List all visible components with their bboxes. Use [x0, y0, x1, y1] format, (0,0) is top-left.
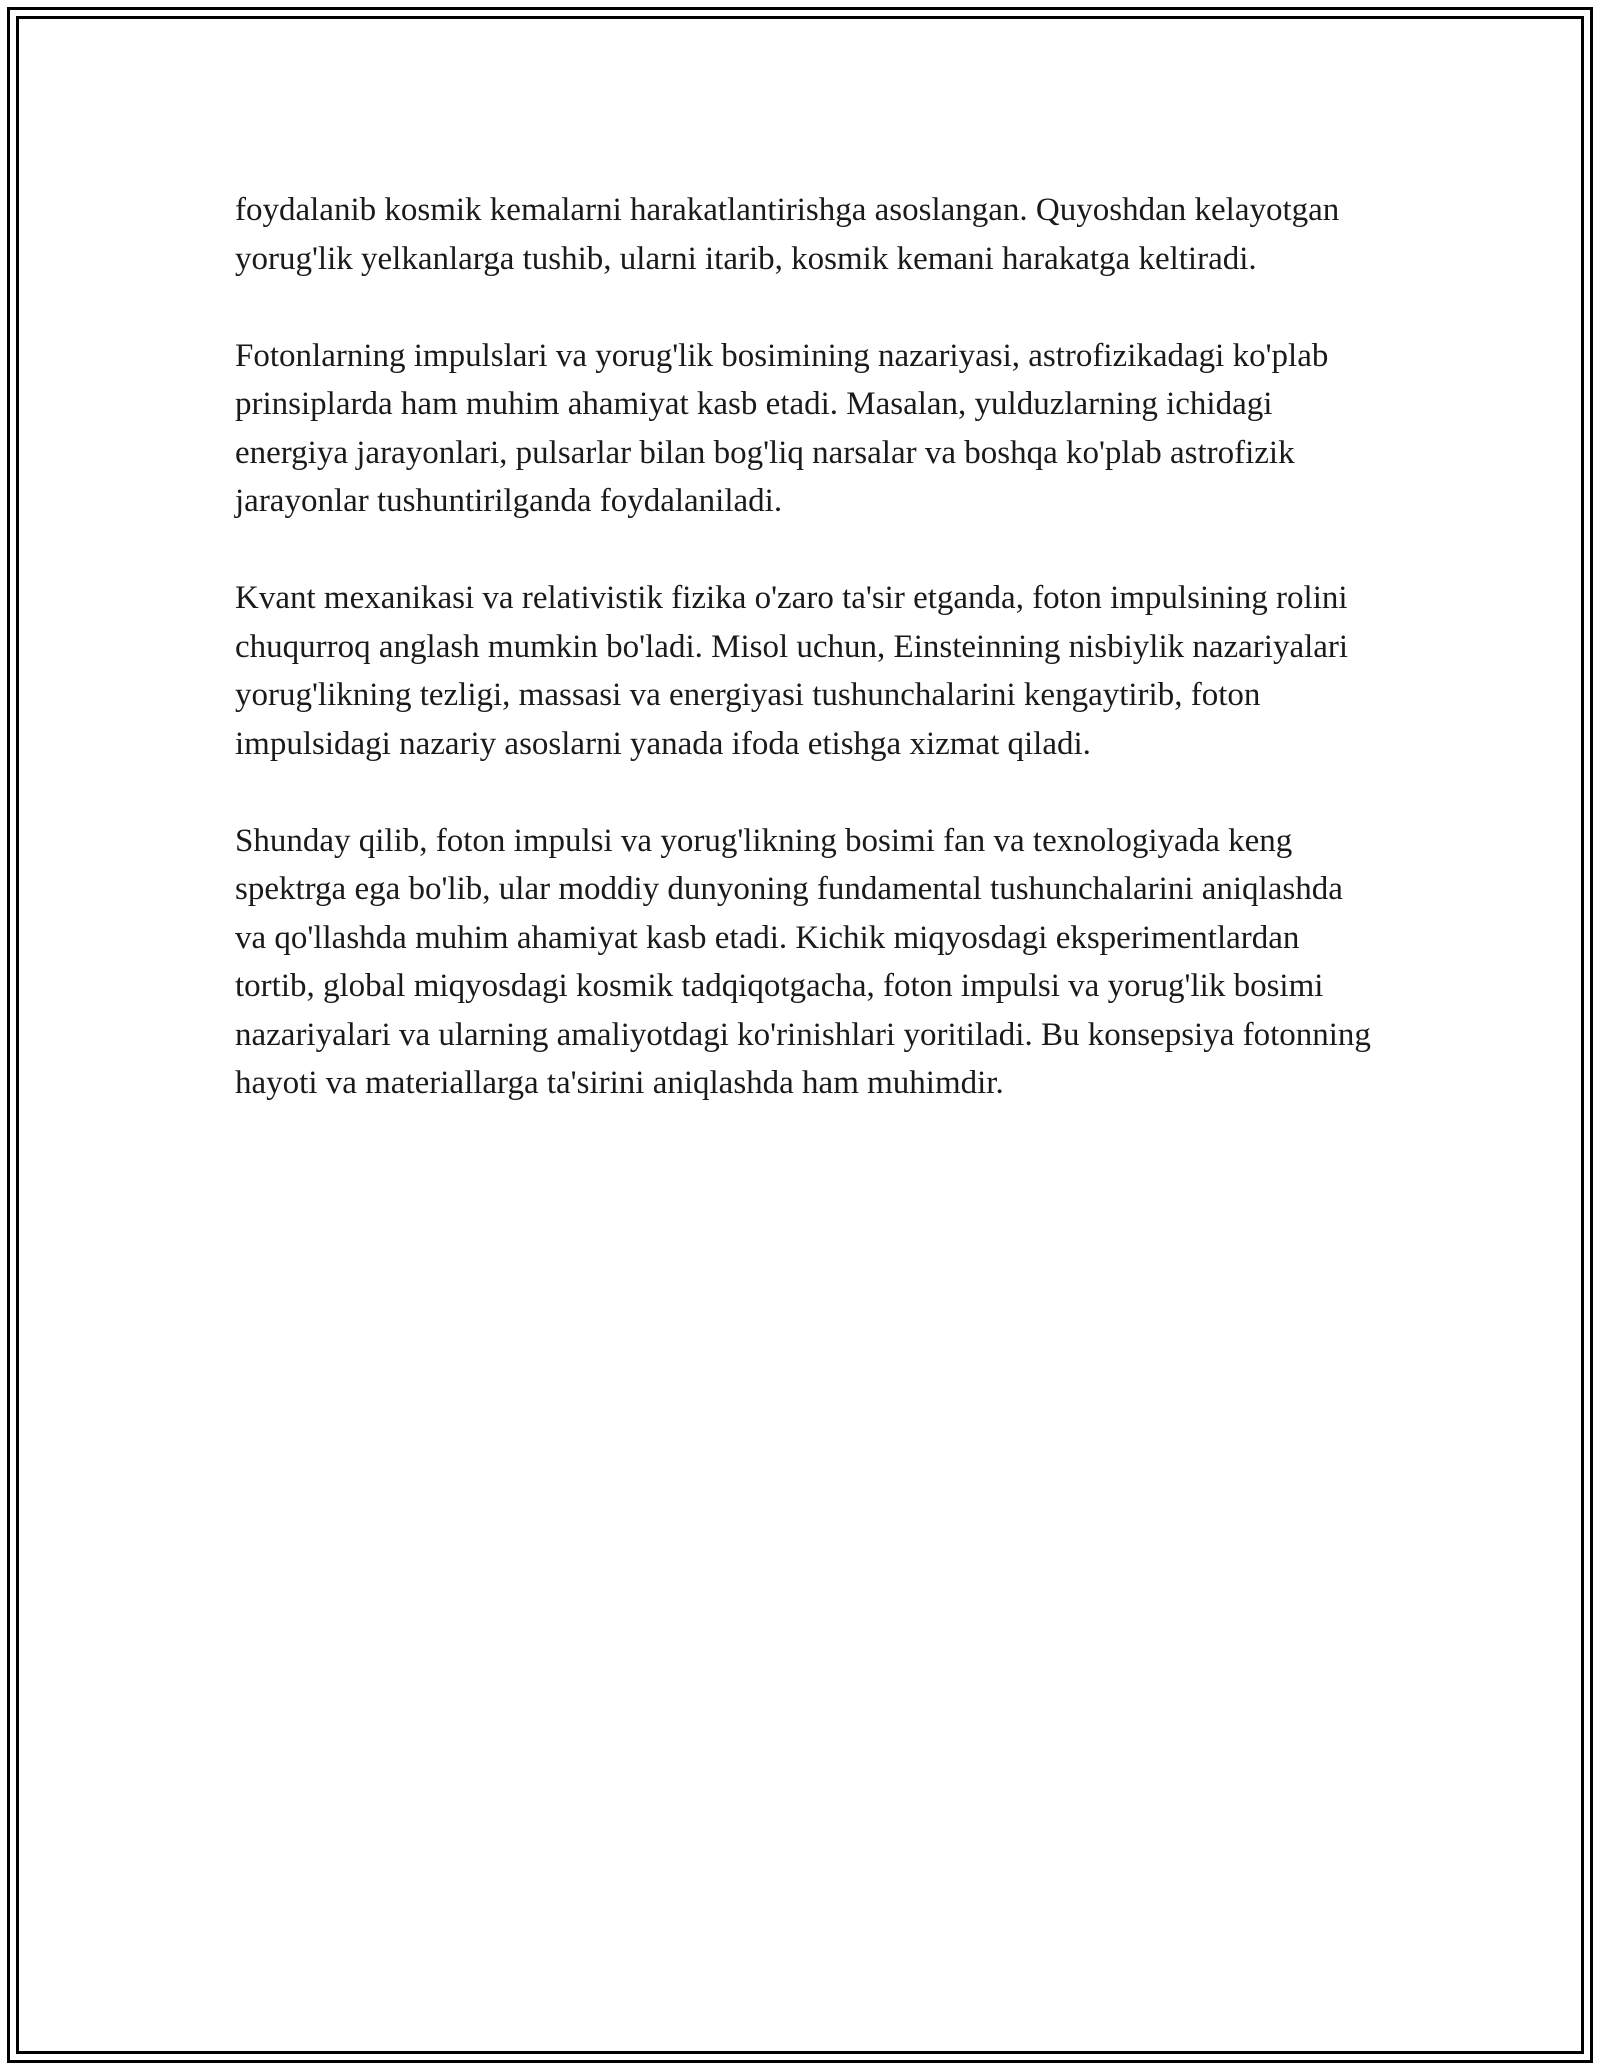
document-body	[235, 186, 1375, 1108]
paragraph-1: foydalanib kosmik kemalarni harakatlantirishga asoslangan. Quyoshdan kelayotgan yorug'lik yelkanlarga tushib, ularni itarib, kosmik kemani harakatga keltiradi.	[235, 192, 1340, 277]
paragraph-2: Fotonlarning impulslari va yorug'lik bosimining nazariyasi, astrofizikadagi ko'plab prinsiplarda ham muhim ahamiyat kasb etadi. Masalan, yulduzlarning ichidagi energiya jarayonlari, pulsarlar bilan bog'liq narsalar va boshqa ko'plab astrofizik jarayonlar tushuntirilganda foydalaniladi.	[235, 337, 1329, 519]
paragraph-4: Shunday qilib, foton impulsi va yorug'likning bosimi fan va texnologiyada keng spektrga ega bo'lib, ular moddiy dunyoning fundamental tushunchalarini aniqlashda va qo'llashda muhim ahamiyat kasb etadi. Kichik miqyosdagi eksperimentlardan tortib, global miqyosdagi kosmik tadqiqotgacha, foton impulsi va yorug'lik bosimi nazariyalari va ularning amaliyotdagi ko'rinishlari yoritiladi. Bu konsepsiya fotonning hayoti va materiallarga ta'sirini aniqlashda ham muhimdir.	[235, 822, 1371, 1101]
paragraph-3: Kvant mexanikasi va relativistik fizika o'zaro ta'sir etganda, foton impulsining rolini chuqurroq anglash mumkin bo'ladi. Misol uchun, Einsteinning nisbiylik nazariyalari yorug'likning tezligi, massasi va energiyasi tushunchalarini kengaytirib, foton impulsidagi nazariy asoslarni yanada ifoda etishga xizmat qiladi.	[235, 580, 1349, 762]
